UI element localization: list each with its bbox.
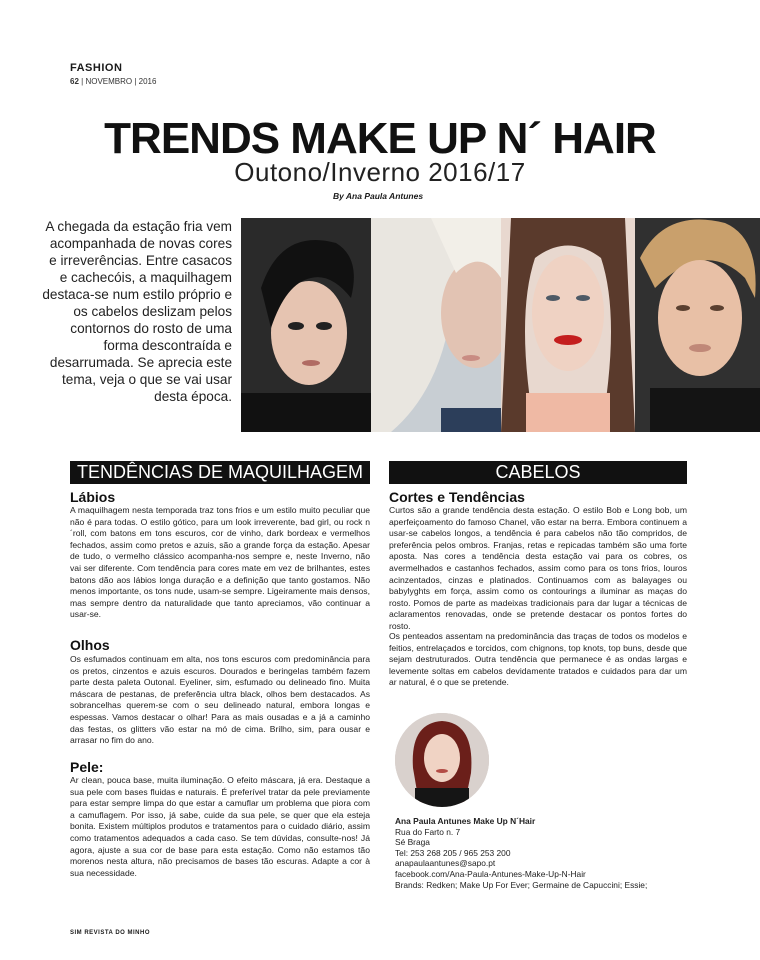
model-photo-3 <box>501 218 635 432</box>
page-info <box>70 77 156 86</box>
page-number: 62 <box>70 77 79 86</box>
author-portrait <box>395 713 489 807</box>
contact-email[interactable]: anapaulaantunes@sapo.pt <box>395 858 496 869</box>
hair-banner-title: CABELOS <box>495 462 581 482</box>
issue-date: | NOVEMBRO | 2016 <box>81 77 157 86</box>
intro-paragraph: A chegada da estação fria vem acompanhada de novas cores e irreverências. Entre casacos e cachecóis, a maquilhagem destaca-se num estilo próprio e os cabelos deslizam pelos contornos do rosto de uma forma descontraída e desarrumada. Se aprecia este tema, veja o que se vai usar desta época. <box>42 219 232 404</box>
hair-banner <box>389 461 687 484</box>
footer-publication: SIM REVISTA DO MINHO <box>70 930 151 936</box>
makeup-banner <box>70 461 370 484</box>
eyes-text: Os esfumados continuam em alta, nos tons escuros com predominância para os pretos, cinzentos e azuis escuros. Dourados e beringelas também fazem parte desta paleta Outonal. Eyeliner, sim, esfumado ou delineado fino. Muita máscara de pestanas, de preferência ultra black, olhos bem destacados. As sobrancelhas querem-se com o seu delineado natural, embora longas e espessas. Vamos destacar o olhar! Para as mais ousadas e a já a caminho das festas, os glitters vão estar na mó de cima. Brilho, sim, para ousar e arrasar no fim do ano. <box>70 654 370 746</box>
contact-name: Ana Paula Antunes Make Up N´Hair <box>395 816 536 826</box>
eyes-heading: Olhos <box>70 637 110 653</box>
byline: By Ana Paula Antunes <box>333 191 424 201</box>
hair-heading: Cortes e Tendências <box>389 489 525 505</box>
contact-facebook[interactable]: facebook.com/Ana-Paula-Antunes-Make-Up-N-Hair <box>395 868 586 879</box>
lips-text: A maquilhagem nesta temporada traz tons frios e um estilo muito peculiar que não é para todas. O estilo gótico, para um look irreverente, bad girl, ou rock n´roll, com batons em tons escuros, cor de vinho, dark bordeax e vermelhos fechados, assim como pretos e azuis, são a grande força da estação. Apesar de tudo, o vermelho clássico acompanha-nos sempre e, neste Inverno, não vai ser diferente. Com tendência para cores mate em vez de brilhantes, estes batons dão aos lábios longa duração e a definição que tanto gostamos. Não menos importante, os tons nude, usam-se sempre. Ligeiramente mais densos, mas sempre dentro da naturalidade que tanto apreciamos, vão continuar a usar-se. <box>70 505 370 620</box>
contact-phone: Tel: 253 268 205 / 965 253 200 <box>395 847 511 858</box>
contact-brands: Brands: Redken; Make Up For Ever; Germaine de Capuccini; Essie; <box>395 879 648 890</box>
contact-address-1: Rua do Farto n. 7 <box>395 826 461 837</box>
hair-text-1: Curtos são a grande tendência desta estação. O estilo Bob e Long bob, um aperfeiçoamento do famoso Chanel, vão estar na berra. Embora continuem a usar-se cabelos longos, a tendência é para cabelos não tão compridos, de preferência pelos ombros. Franjas, retas e repicadas também são uma forte aposta. Nas cores a tendência desta estação vai para os cobres, os avermelhados e castanhos fechados, assim como para os tons frios, louros acinzentados, cinzas e platinados. Continuamos com as balayages ou babylyghts em força, assim como os contourings a iluminar as maças do rosto. Pomos de parte as madeixas tradicionais para dar lugar a técnicas de aclaramentos renovadas, onde se pretende destacar os pontos fortes do rosto. <box>389 505 687 631</box>
skin-text: Ar clean, pouca base, muita iluminação. O efeito máscara, já era. Destaque a sua pele com bases fluidas e naturais. É preferível tratar da pele previamente para estar sempre limpa do que estar a camuflar um problema que piora com a camuflagem. Por isso, já sabe, cuide da sua pele, se quer que ela esteja bonita. Existem múltiplos produtos e tratamentos para o cuidado diário, assim como tratamentos adequados a cada caso. Se tem dúvidas, consulte-nos! Já agora, ajuste a sua cor de base para esta estação. Como não estamos tão morenos nesta altura, não precisamos de bases tão escuras. Adapte a cor à sua necessidade. <box>70 775 370 878</box>
article-title: TRENDS MAKE UP N´ HAIR <box>104 114 656 163</box>
article-subtitle: Outono/Inverno 2016/17 <box>234 157 526 187</box>
lips-heading: Lábios <box>70 489 116 505</box>
contact-address-2: Sé Braga <box>395 837 430 848</box>
model-photo-2 <box>371 218 501 432</box>
contact-block <box>395 816 695 890</box>
section-label: FASHION <box>70 62 123 74</box>
hair-text-2: Os penteados assentam na predominância das traças de todos os modelos e feitios, entrelaçados e torcidos, com chignons, top knots, top buns, desde que sejam destruturados. Outra tendência que permanece é as ondas largas e levemente soltas em cabelos devidamente tratados e cuidados para dar um ar natural, é o que se pretende. <box>389 631 687 688</box>
model-photo-4 <box>635 218 760 432</box>
model-photo-1 <box>241 218 371 432</box>
skin-heading: Pele: <box>70 759 104 775</box>
makeup-banner-title: TENDÊNCIAS DE MAQUILHAGEM <box>76 462 364 482</box>
